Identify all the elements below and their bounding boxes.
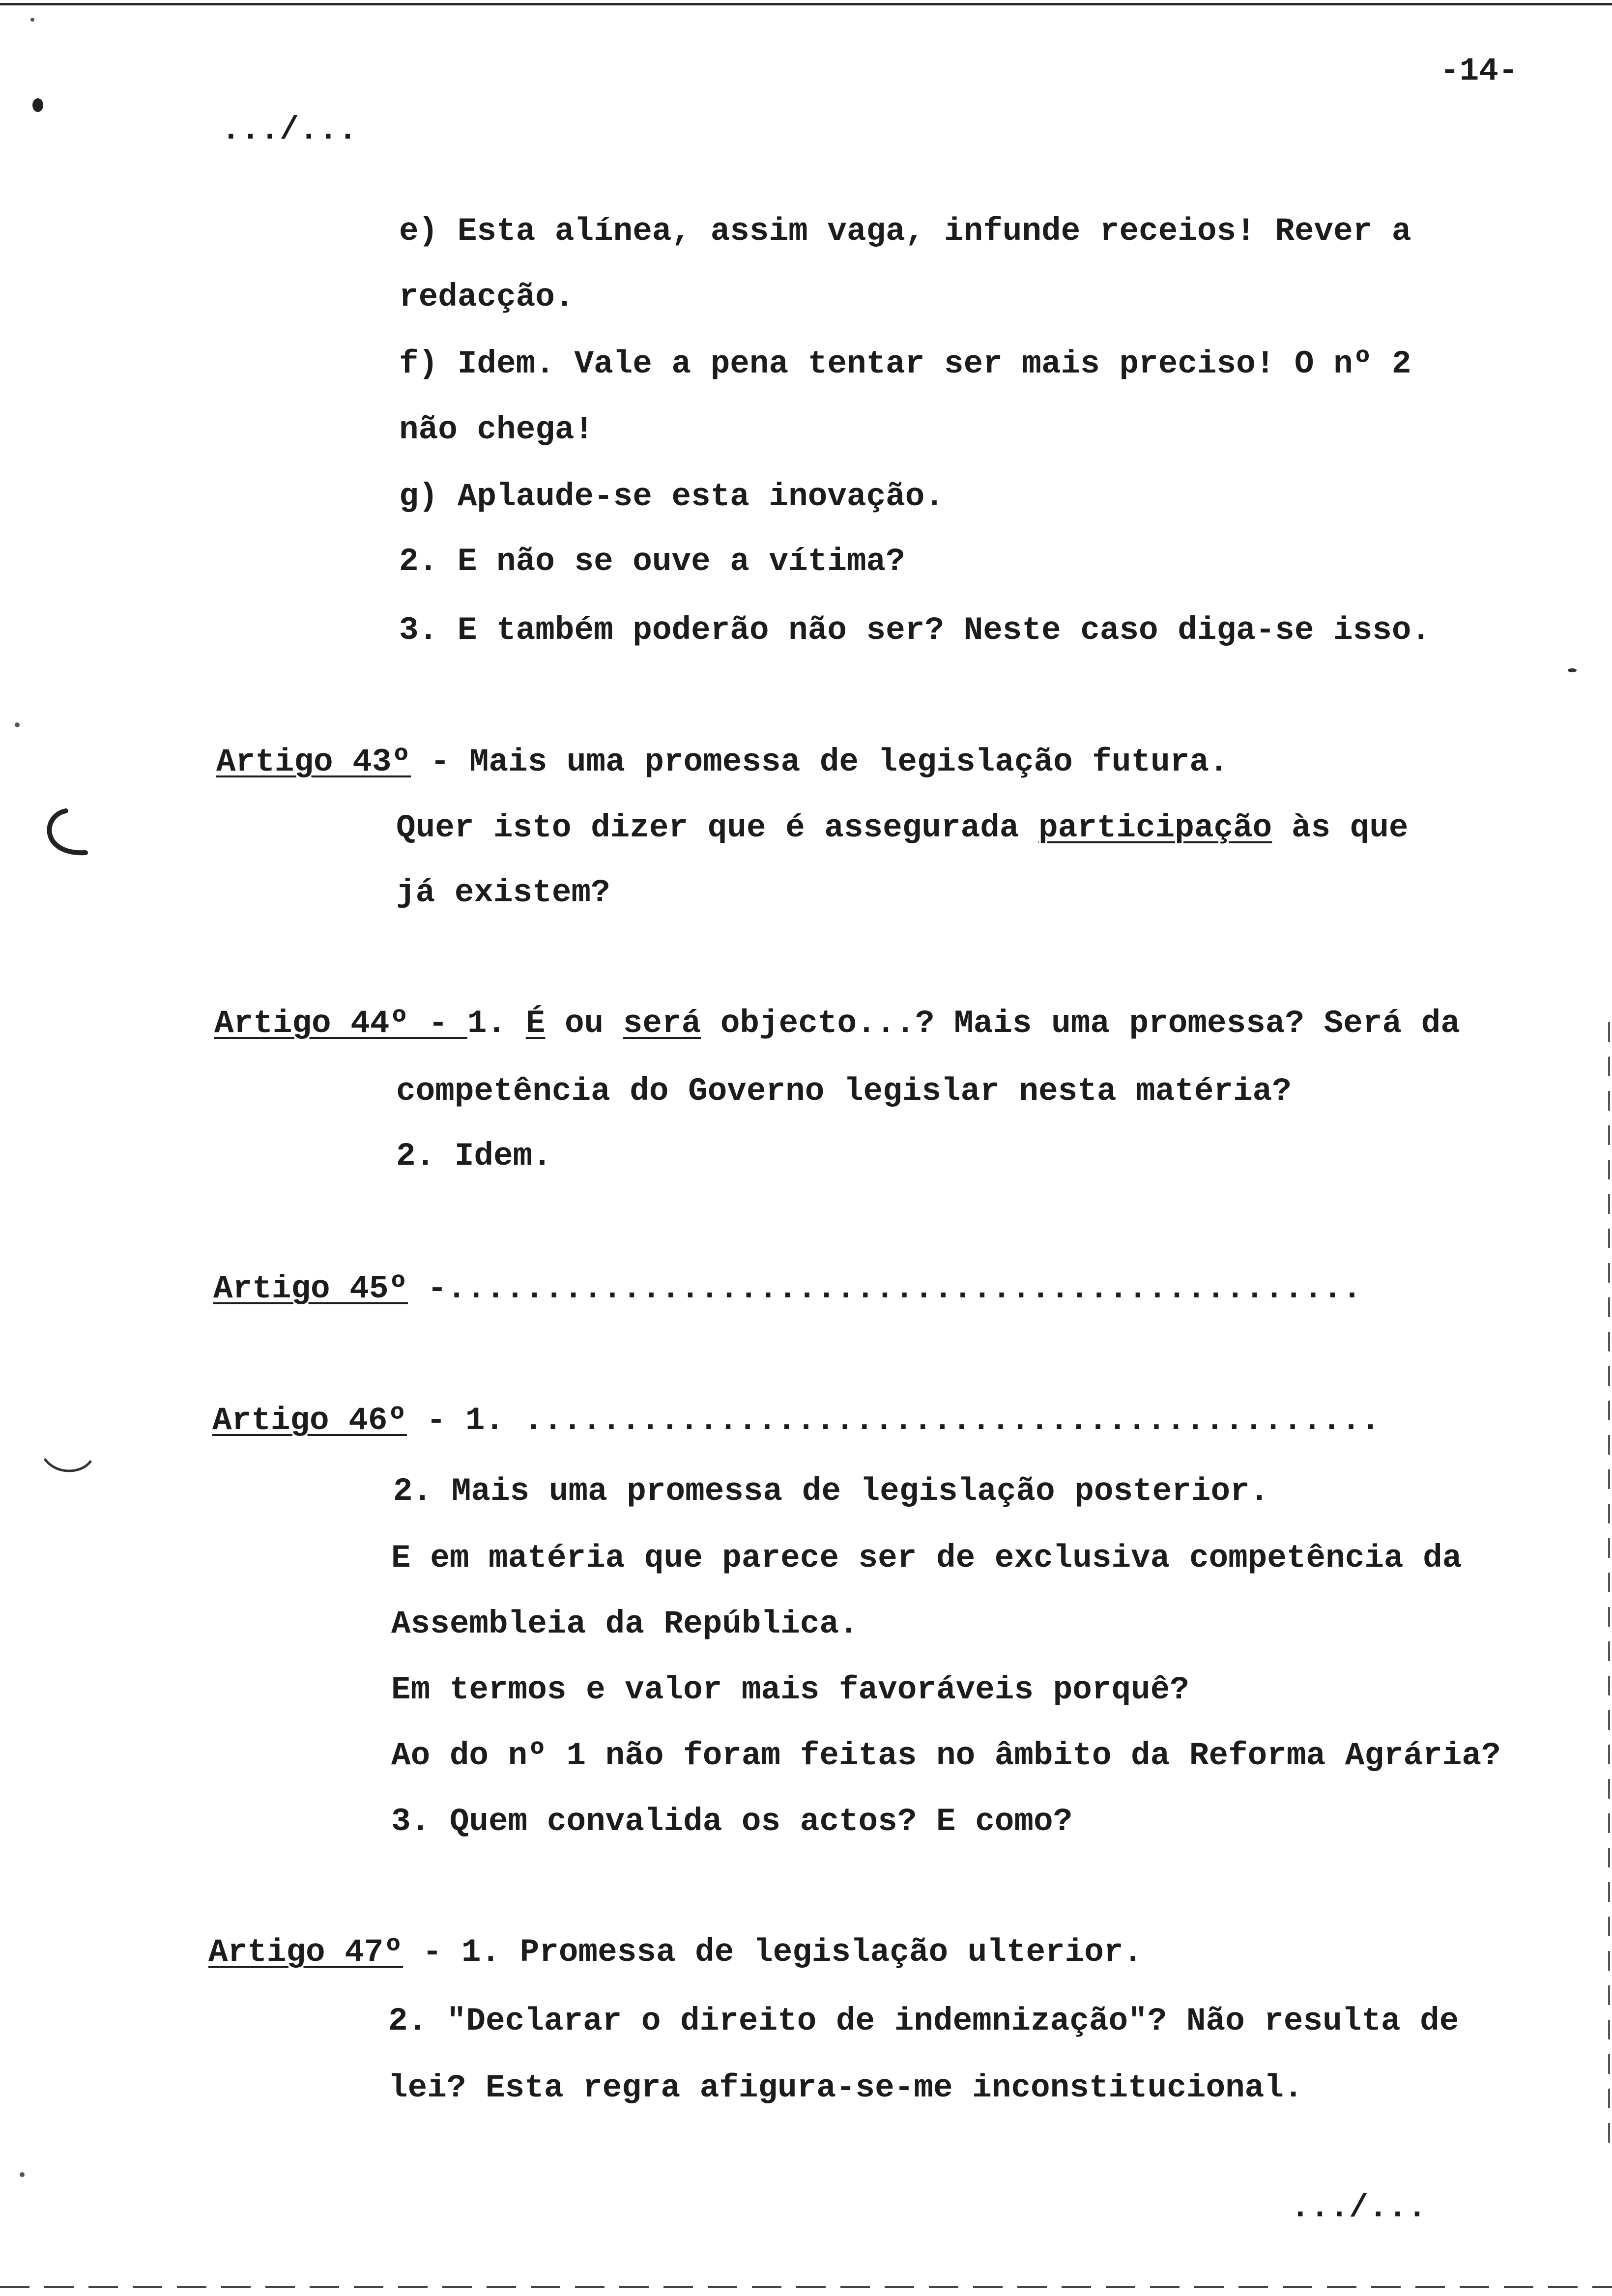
article-47-line-3: lei? Esta regra afigura-se-me inconstitucional.	[388, 2069, 1303, 2106]
margin-curve-mark	[41, 1455, 95, 1479]
article-44-line-1: Artigo 44º - 1. É ou será objecto...? Mais uma promessa? Será da	[214, 1005, 1460, 1042]
article-43-line-3: já existem?	[396, 874, 610, 911]
line-2: 2. E não se ouve a vítima?	[399, 543, 905, 580]
margin-speck	[15, 722, 20, 727]
article-46-line-7: 3. Quem convalida os actos? E como?	[391, 1803, 1073, 1840]
article-44-heading: Artigo 44º	[214, 1005, 409, 1042]
margin-speck	[20, 2172, 25, 2177]
line-f-2: não chega!	[399, 411, 594, 448]
line-g: g) Aplaude-se esta inovação.	[399, 478, 944, 515]
line-3: 3. E também poderão não ser? Neste caso diga-se isso.	[399, 612, 1431, 649]
continuation-marker-top: .../...	[221, 112, 358, 148]
underlined-word-sera: será	[623, 1005, 701, 1042]
page-number: -14-	[1440, 53, 1518, 89]
article-46-line-4: Assembleia da República.	[391, 1606, 859, 1642]
article-46-line-1: Artigo 46º - 1. ............................................	[212, 1402, 1381, 1439]
article-47-line-1: Artigo 47º - 1. Promessa de legislação ulterior.	[208, 1934, 1143, 1971]
line-e-1: e) Esta alínea, assim vaga, infunde receios! Rever a	[399, 213, 1411, 250]
margin-bracket-mark	[31, 806, 100, 870]
margin-speck	[1568, 668, 1577, 672]
article-43-text: - Mais uma promessa de legislação futura.	[411, 744, 1229, 780]
article-47-heading: Artigo 47º	[208, 1934, 403, 1971]
article-43-heading: Artigo 43º	[216, 744, 411, 780]
article-43-line-2: Quer isto dizer que é assegurada participação às que	[396, 809, 1409, 846]
article-47-line-2: 2. "Declarar o direito de indemnização"? Não resulta de	[388, 2003, 1459, 2039]
article-44-line-3: 2. Idem.	[396, 1138, 552, 1175]
article-46-line-6: Ao do nº 1 não foram feitas no âmbito da Reforma Agrária?	[391, 1737, 1501, 1774]
article-46-heading: Artigo 46º	[212, 1402, 407, 1439]
right-edge-line	[1608, 1022, 1610, 2152]
line-e-2: redacção.	[399, 279, 575, 316]
margin-speck	[30, 18, 34, 22]
continuation-marker-bottom: .../...	[1291, 2189, 1427, 2226]
article-46-line-5: Em termos e valor mais favoráveis porquê?	[391, 1671, 1189, 1708]
top-border-line	[0, 3, 1612, 5]
underlined-word-participacao: participação	[1038, 809, 1272, 846]
line-f-1: f) Idem. Vale a pena tentar ser mais preciso! O nº 2	[399, 345, 1411, 382]
article-46-line-3: E em matéria que parece ser de exclusiva competência da	[391, 1540, 1462, 1577]
margin-speck	[32, 98, 43, 112]
article-46-line-2: 2. Mais uma promessa de legislação posterior.	[393, 1473, 1269, 1510]
article-45-line-1: Artigo 45º -...............................................	[213, 1270, 1362, 1307]
article-45-heading: Artigo 45º	[213, 1270, 408, 1307]
bottom-border-line	[0, 2286, 1612, 2288]
underlined-word-e: É	[525, 1005, 546, 1042]
article-43-line-1	[216, 746, 1229, 778]
article-44-line-2: competência do Governo legislar nesta matéria?	[396, 1073, 1292, 1110]
